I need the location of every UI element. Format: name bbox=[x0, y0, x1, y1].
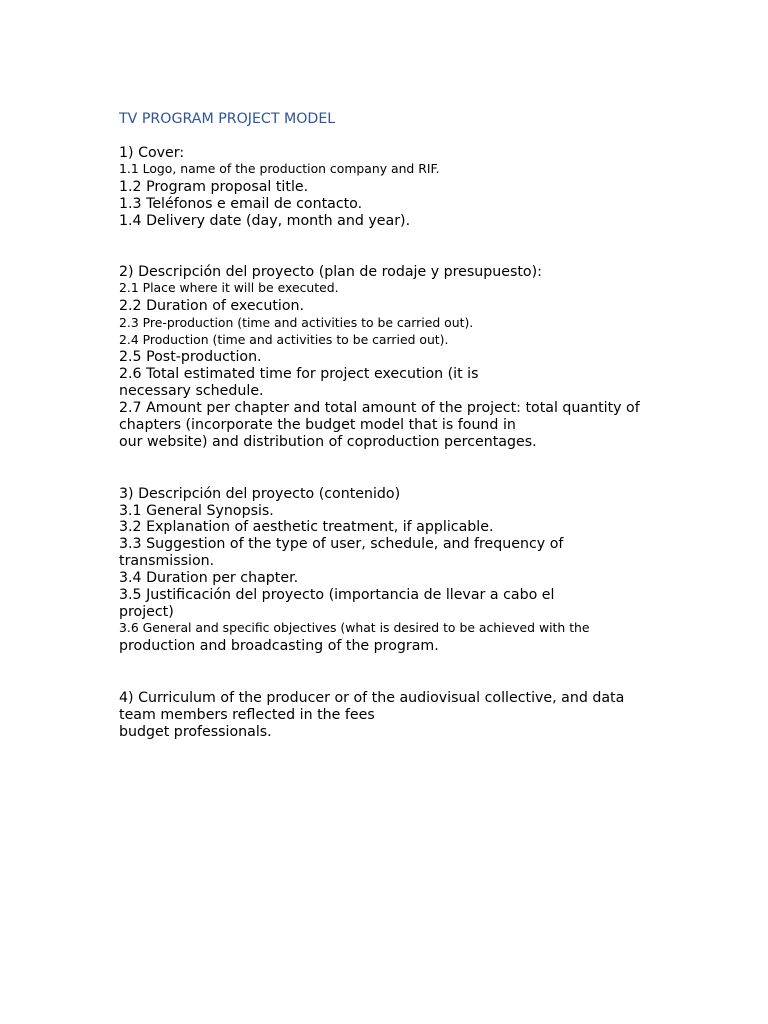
section-2-item: 2.2 Duration of execution. bbox=[119, 298, 305, 314]
section-2-item: chapters (incorporate the budget model that is found in bbox=[119, 417, 516, 433]
section-3-item: 3.3 Suggestion of the type of user, schedule, and frequency of bbox=[119, 536, 564, 552]
section-2-item: 2.1 Place where it will be executed. bbox=[119, 280, 339, 295]
section-3-heading: 3) Descripción del proyecto (contenido) bbox=[119, 486, 401, 502]
section-4-item: team members reflected in the fees bbox=[119, 707, 375, 723]
section-3-item: 3.4 Duration per chapter. bbox=[119, 570, 299, 586]
section-1-item: 1.4 Delivery date (day, month and year). bbox=[119, 213, 411, 229]
section-4-item: budget professionals. bbox=[119, 724, 272, 740]
document-title: TV PROGRAM PROJECT MODEL bbox=[119, 111, 336, 127]
section-3-item: production and broadcasting of the program. bbox=[119, 638, 439, 654]
section-1-item: 1.2 Program proposal title. bbox=[119, 179, 309, 195]
section-2-item: 2.4 Production (time and activities to be carried out). bbox=[119, 332, 449, 347]
section-2-item: our website) and distribution of coproduction percentages. bbox=[119, 434, 537, 450]
section-3-item: 3.5 Justificación del proyecto (importancia de llevar a cabo el bbox=[119, 587, 555, 603]
section-3-item: 3.2 Explanation of aesthetic treatment, if applicable. bbox=[119, 519, 494, 535]
section-2-item: 2.3 Pre-production (time and activities to be carried out). bbox=[119, 315, 474, 330]
section-3-item: 3.1 General Synopsis. bbox=[119, 503, 274, 519]
section-4-heading: 4) Curriculum of the producer or of the audiovisual collective, and data bbox=[119, 690, 625, 706]
section-2-item: 2.5 Post-production. bbox=[119, 349, 262, 365]
section-1-item: 1.1 Logo, name of the production company and RIF. bbox=[119, 161, 440, 176]
section-3-item: transmission. bbox=[119, 553, 215, 569]
section-2-item: necessary schedule. bbox=[119, 383, 264, 399]
section-2-heading: 2) Descripción del proyecto (plan de rodaje y presupuesto): bbox=[119, 264, 542, 280]
section-1-item: 1.3 Teléfonos e email de contacto. bbox=[119, 196, 363, 212]
section-3-item: project) bbox=[119, 604, 174, 620]
section-3-item: 3.6 General and specific objectives (what is desired to be achieved with the bbox=[119, 620, 590, 635]
section-2-item: 2.7 Amount per chapter and total amount of the project: total quantity of bbox=[119, 400, 640, 416]
section-1-heading: 1) Cover: bbox=[119, 145, 185, 161]
section-2-item: 2.6 Total estimated time for project execution (it is bbox=[119, 366, 479, 382]
